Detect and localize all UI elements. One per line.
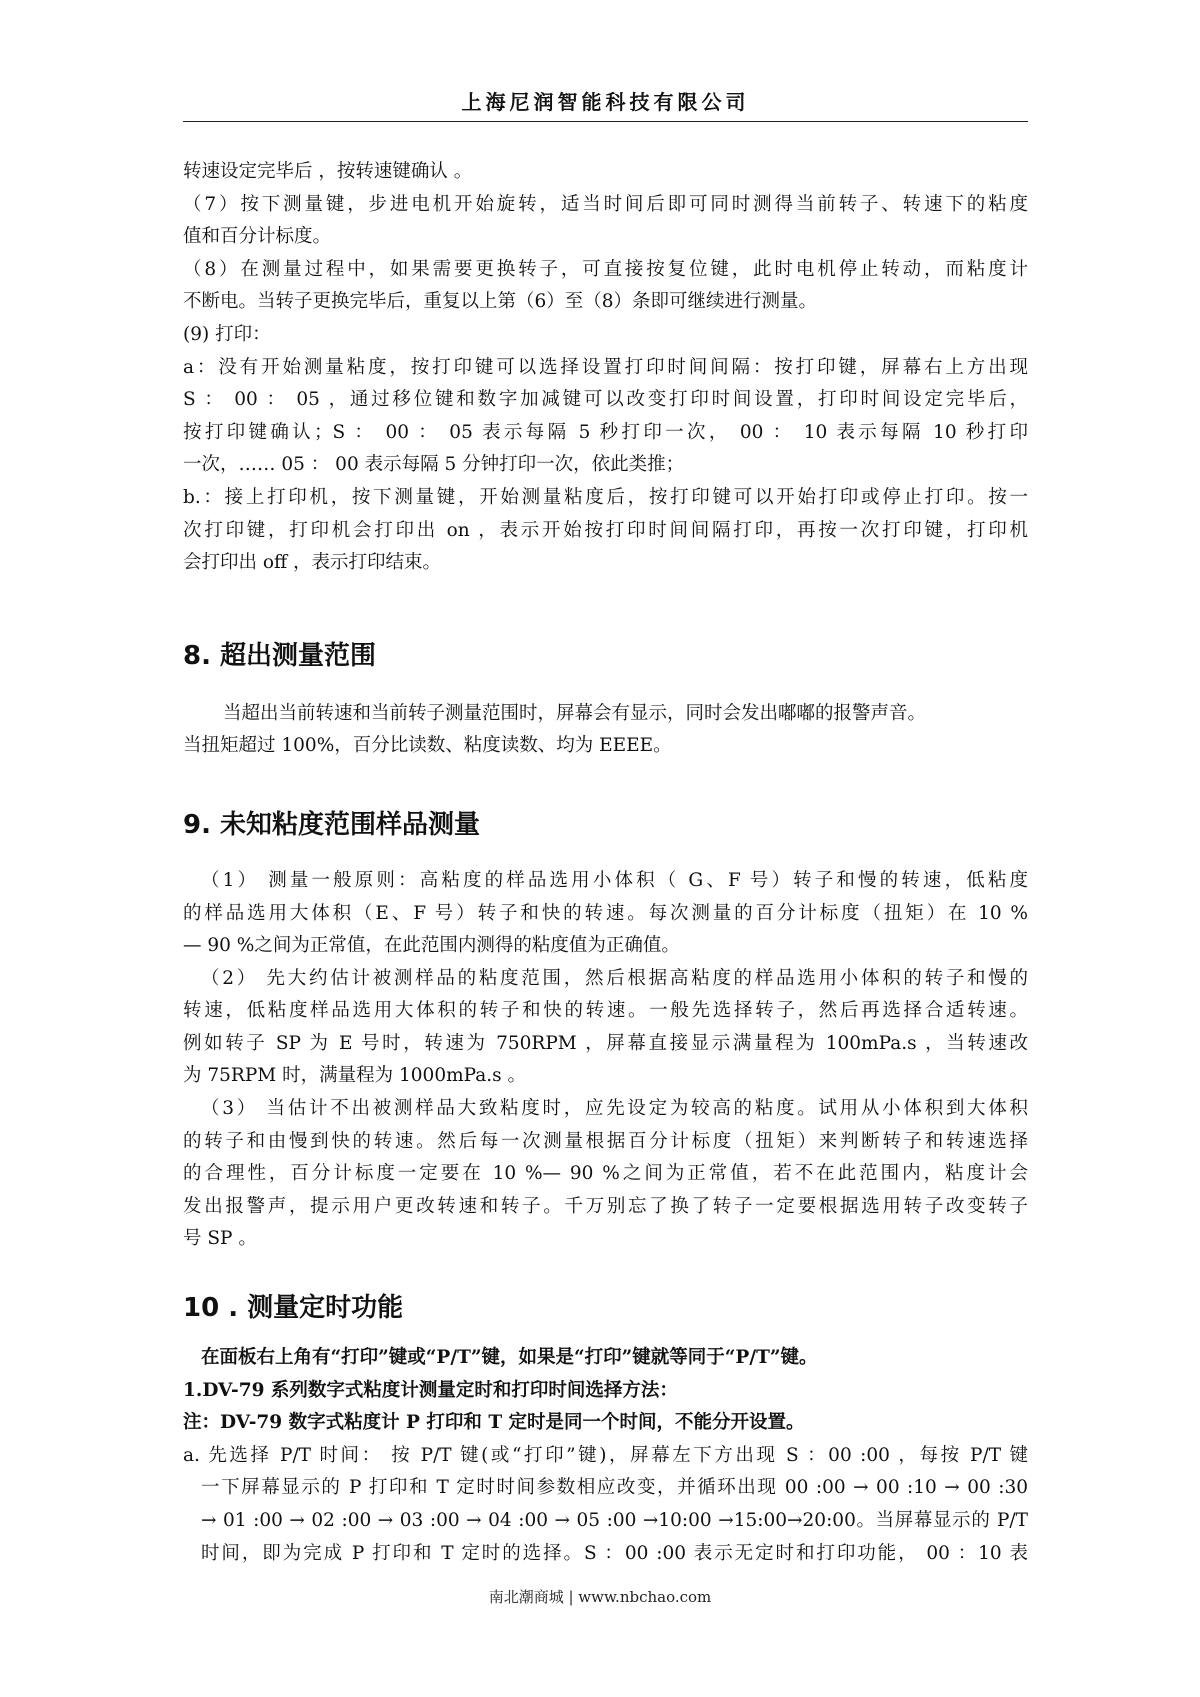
- text-line: 发出报警声，提示用户更改转速和转子。千万别忘了换了转子一定要根据选用转子改变转子: [183, 1195, 1028, 1217]
- section-9-heading: 9. 未知粘度范围样品测量: [183, 809, 481, 840]
- text-line: 会打印出 off ，表示打印结束。: [183, 552, 442, 574]
- section-8-body: [183, 698, 1028, 763]
- text-line: S ： 00 ： 05 ，通过移位键和数字加减键可以改变打印时间设置，打印时间设定完毕后，: [183, 389, 1028, 411]
- text-line: a. 先选择 P/T 时间： 按 P/T 键(或“打印”键)，屏幕左下方出现 S ：00 :00 ，每按 P/T 键: [183, 1444, 1028, 1466]
- text-line: b.：接上打印机，按下测量键，开始测量粘度后，按打印键可以开始打印或停止打印。按一: [183, 486, 1028, 508]
- text-line: 转速设定完毕后 ，按转速键确认 。: [183, 161, 473, 182]
- text-line: 在面板右上角有“打印”键或“P/T”键，如果是“打印”键就等同于“P/T”键。: [201, 1347, 818, 1369]
- section-10-heading: 10 . 测量定时功能: [183, 1293, 404, 1324]
- text-line: (9) 打印：: [183, 323, 271, 345]
- printing-instructions: [183, 156, 1028, 580]
- page-footer: 南北潮商城 | www.nbchao.com: [488, 1588, 712, 1606]
- text-line: 按打印键确认；S ： 00 ： 05 表示每隔 5 秒打印一次， 00 ： 10 表示每隔 10 秒打印: [183, 421, 1028, 443]
- document-body: [183, 156, 1028, 1570]
- text-line: 注：DV-79 数字式粘度计 P 打印和 T 定时是同一个时间，不能分开设置。: [183, 1412, 805, 1434]
- text-line: 号 SP 。: [183, 1228, 257, 1250]
- text-line: 值和百分计标度。: [183, 226, 332, 248]
- text-line: 转速，低粘度样品选用大体积的转子和快的转速。一般先选择转子，然后再选择合适转速。: [183, 1000, 1028, 1022]
- section-8-heading: 8. 超出测量范围: [183, 640, 377, 671]
- text-line: 的样品选用大体积（E、F 号）转子和快的转速。每次测量的百分计标度（扭矩）在 10 %: [183, 902, 1028, 924]
- text-line: 一下屏幕显示的 P 打印和 T 定时时间参数相应改变，并循环出现 00 :00 → 00 :10 → 00 :30: [201, 1477, 1028, 1499]
- text-line: a：没有开始测量粘度，按打印键可以选择设置打印时间间隔：按打印键，屏幕右上方出现: [183, 356, 1028, 378]
- text-line: （1） 测量一般原则：高粘度的样品选用小体积（ G、F 号）转子和慢的转速，低粘度: [201, 869, 1028, 891]
- section-9-body: [183, 865, 1028, 1256]
- text-line: 例如转子 SP 为 E 号时，转速为 750RPM ，屏幕直接显示满量程为 100mPa.s ，当转速改: [183, 1032, 1028, 1054]
- text-line: 当超出当前转速和当前转子测量范围时，屏幕会有显示，同时会发出嘟嘟的报警声音。: [223, 702, 927, 724]
- section-10-body: [183, 1342, 1028, 1570]
- text-line: 的转子和由慢到快的转速。然后每一次测量根据百分计标度（扭矩）来判断转子和转速选择: [183, 1130, 1028, 1152]
- header-rule: [183, 121, 1028, 122]
- text-line: 次打印键，打印机会打印出 on ，表示开始按打印时间间隔打印，再按一次打印键，打印机: [183, 519, 1028, 541]
- text-line: 不断电。当转子更换完毕后，重复以上第（6）至（8）条即可继续进行测量。: [183, 291, 818, 313]
- text-line: （2） 先大约估计被测样品的粘度范围，然后根据高粘度的样品选用小体积的转子和慢的: [201, 967, 1028, 989]
- company-header: 上海尼润智能科技有限公司: [461, 90, 750, 114]
- text-line: — 90 %之间为正常值，在此范围内测得的粘度值为正确值。: [183, 935, 680, 957]
- text-line: 时间，即为完成 P 打印和 T 定时的选择。S ：00 :00 表示无定时和打印功能， 00 ：10 表: [201, 1542, 1028, 1564]
- text-line: 一次，…… 05 ： 00 表示每隔 5 分钟打印一次，依此类推；: [183, 454, 685, 476]
- text-line: → 01 :00 → 02 :00 → 03 :00 → 04 :00 → 05 :00 →10:00 →15:00→20:00。当屏幕显示的 P/T: [201, 1510, 1028, 1531]
- text-line: 为 75RPM 时，满量程为 1000mPa.s 。: [183, 1065, 527, 1087]
- text-line: 的合理性，百分计标度一定要在 10 %— 90 %之间为正常值，若不在此范围内，粘度计会: [183, 1163, 1028, 1185]
- text-line: 当扭矩超过 100%，百分比读数、粘度读数、均为 EEEE。: [183, 735, 672, 757]
- text-line: 1.DV-79 系列数字式粘度计测量定时和打印时间选择方法：: [183, 1379, 678, 1401]
- text-line: （3） 当估计不出被测样品大致粘度时，应先设定为较高的粘度。试用从小体积到大体积: [201, 1098, 1028, 1120]
- text-line: （7）按下测量键，步进电机开始旋转，适当时间后即可同时测得当前转子、转速下的粘度: [183, 193, 1028, 215]
- text-line: （8）在测量过程中，如果需要更换转子，可直接按复位键，此时电机停止转动，而粘度计: [183, 258, 1028, 280]
